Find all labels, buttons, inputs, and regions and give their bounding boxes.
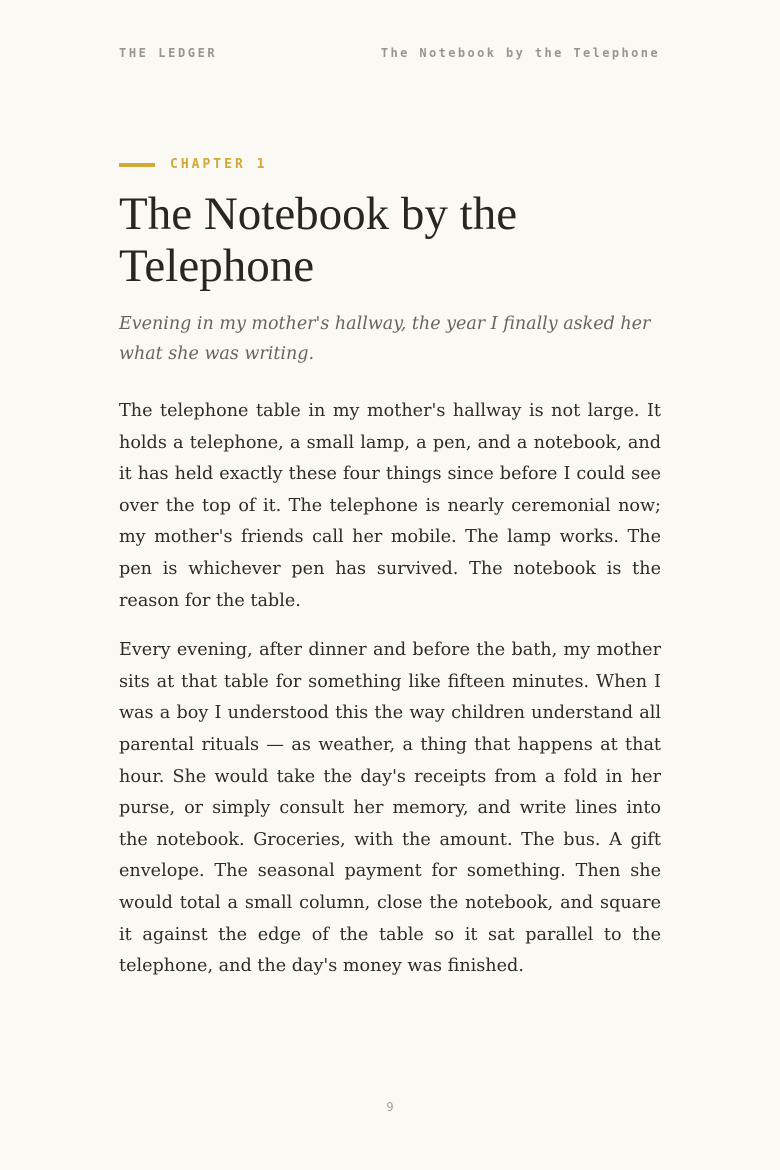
- page-number: 9: [386, 1100, 394, 1114]
- chapter-title: The Notebook by the Telephone: [119, 188, 518, 292]
- chapter-number: CHAPTER 1: [170, 157, 268, 172]
- chapter-label: [119, 157, 267, 172]
- chapter-body: [119, 396, 661, 1001]
- running-head-book-title: THE LEDGER: [119, 46, 218, 60]
- body-paragraph: Every evening, after dinner and before the bath, my mother sits at that table for something like fifteen minutes. When I was a boy I understood this the way children understand all parental rituals — as weather, a thing that happens at that hour. She would take the day's receipts from a fold in her purse, or simply consult her memory, and write lines into the notebook. Groceries, with the amount. The bus. A gift envelope. The seasonal payment for something. Then she would total a small column, close the notebook, and square it against the edge of the table so it sat parallel to the telephone, and the day's money was finished.: [119, 640, 661, 977]
- chapter-subtitle: Evening in my mother's hallway, the year I finally asked her what she was writing.: [119, 314, 651, 364]
- running-head-chapter-title: The Notebook by the Telephone: [380, 46, 660, 60]
- body-paragraph: The telephone table in my mother's hallway is not large. It holds a telephone, a small lamp, a pen, and a notebook, and it has held exactly these four things since before I could see over the top of it. The telephone is nearly ceremonial now; my mother's friends call her mobile. The lamp works. The pen is whichever pen has survived. The notebook is the reason for the table.: [119, 401, 661, 611]
- chapter-accent-rule: [119, 163, 155, 167]
- running-head: [119, 46, 660, 60]
